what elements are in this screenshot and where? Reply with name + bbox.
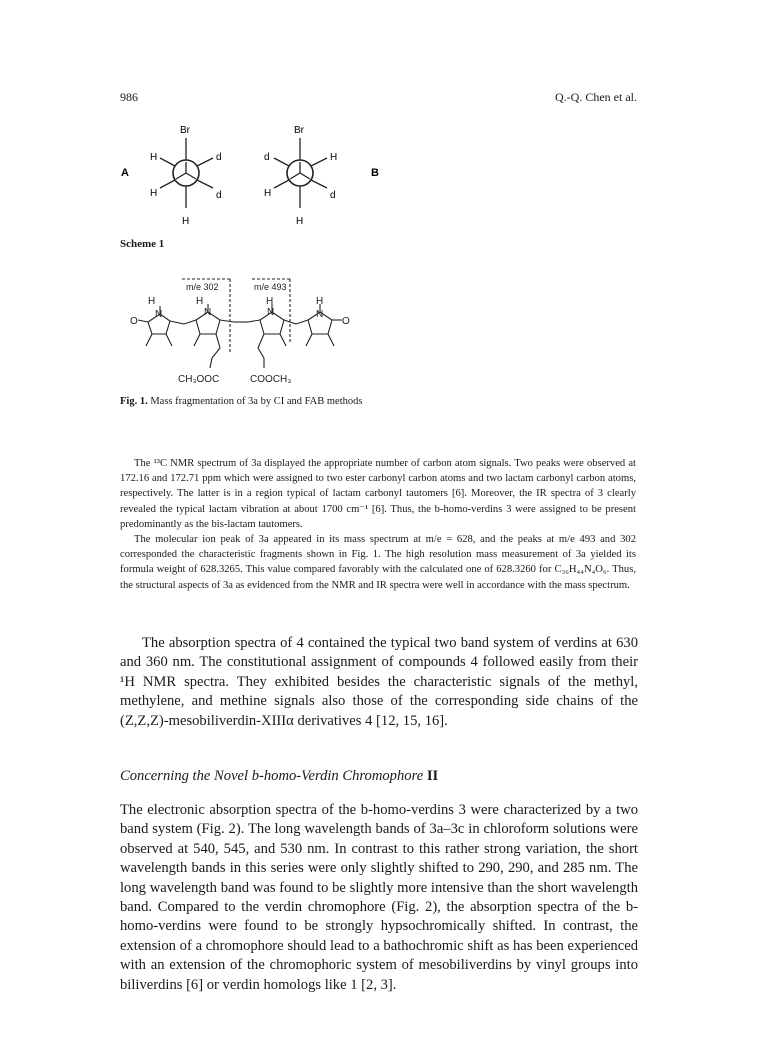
- newman-a-top: Br: [180, 125, 190, 136]
- figure-caption-text: Mass fragmentation of 3a by CI and FAB methods: [150, 396, 363, 407]
- figure-caption: [120, 396, 362, 407]
- newman-a-tag: A: [121, 167, 129, 179]
- atom-n-2: N: [204, 307, 212, 318]
- atom-h-4: H: [316, 296, 324, 307]
- small-paragraph-mass-spectrum: The molecular ion peak of 3a appeared in its mass spectrum at m/e = 628, and the peaks at m/e 493 and 302 corresponded the characteristic fragments shown in Fig. 1. The high resolution mass measurement of 3a yielded its formula weight of 628.3265. This value compared favorably with the calculated one of 628.3260 for C₃₆H₄₄N₄O₆. Thus, the structural aspects of 3a as evidenced from the NMR and IR spectra were well in accordance with the mass spectrum.: [120, 534, 636, 591]
- newman-b-lower-left: H: [264, 188, 272, 199]
- newman-b-upper-right: H: [330, 152, 338, 163]
- newman-a-lower-right: d: [216, 190, 222, 201]
- section-heading-number: II: [426, 768, 439, 784]
- page-number: 986: [120, 90, 138, 104]
- atom-h-1: H: [148, 296, 156, 307]
- fragment-right-label: m/e 493: [254, 282, 287, 292]
- scheme-label: Scheme 1: [120, 238, 165, 250]
- atom-n-3: N: [267, 307, 275, 318]
- newman-a-upper-left: H: [150, 152, 158, 163]
- running-author: Q.-Q. Chen et al.: [555, 90, 637, 104]
- newman-projection-a: [121, 125, 222, 227]
- atom-h-3: H: [266, 296, 274, 307]
- ester-left-label: CH₃OOC: [178, 374, 220, 385]
- section-heading-text: Concerning the Novel b-homo-Verdin Chromophore: [120, 768, 424, 784]
- fragment-left-label: m/e 302: [186, 282, 219, 292]
- figure-caption-label: Fig. 1.: [120, 396, 148, 407]
- newman-projection-b: [264, 125, 379, 227]
- atom-o-4: O: [342, 316, 350, 327]
- newman-a-upper-right: d: [216, 152, 222, 163]
- atom-h-2: H: [196, 296, 204, 307]
- ester-right-label: COOCH₃: [250, 374, 292, 385]
- body-paragraph-absorption: The absorption spectra of 4 contained the typical two band system of verdins at 630 and 360 nm. The constitutional assignment of compounds 4 followed easily from their ¹H NMR spectra. They exhibited besides the characteristic signals of the methyl, methylene, and methine signals also those of the corresponding side chains of the (Z,Z,Z)-mesobiliverdin-XIIIα derivatives 4 [12, 15, 16].: [120, 635, 638, 729]
- section-heading: [120, 768, 438, 785]
- small-paragraph-nmr-ir: The ¹³C NMR spectrum of 3a displayed the appropriate number of carbon atom signals. Two peaks were observed at 172.16 and 172.71 ppm which were assigned to two ester carbonyl carbon atoms and two lactam carbonyl carbon atoms, respectively. The latter is in a region typical of lactam carbonyl tautomers [6]. Moreover, the IR spectra of 3 clearly revealed the typical lactam vibration at about 1700 cm⁻¹ [6]. Thus, the b-homo-verdins 3 were assigned to be present predominantly as the bis-lactam tautomers.: [120, 458, 636, 530]
- newman-b-top: Br: [294, 125, 304, 136]
- atom-n-1: N: [155, 309, 163, 320]
- newman-b-lower-right: d: [330, 190, 336, 201]
- newman-b-upper-left: d: [264, 152, 270, 163]
- newman-b-bottom: H: [296, 216, 304, 227]
- small-text-block: [120, 456, 636, 593]
- newman-a-bottom: H: [182, 216, 190, 227]
- body-paragraph-b-homo-verdin: The electronic absorption spectra of the b-homo-verdins 3 were characterized by a two band system (Fig. 2). The long wavelength bands of 3a–3c in chloroform solutions were observed at 540, 545, and 530 nm. In contrast to this rather strong variation, the short wavelength bands in this series were only slightly shifted to 290, 290, and 285 nm. The long wavelength band was found to be slightly more intensive than the short wavelength band. Compared to the verdin chromophore (Fig. 2), the absorption spectra of the b-homo-verdins were found to be strongly hypsochromically shifted. In contrast, the extension of a chromophore should lead to a bathochromic shift as has been experienced with an extension of the chromophoric system of mesobiliverdins by vinyl groups into biliverdins [6] or verdin homologs like 1 [2, 3].: [120, 802, 638, 993]
- atom-n-4: N: [316, 309, 324, 320]
- newman-b-tag: B: [371, 167, 379, 179]
- fragmentation-structure: [130, 272, 370, 390]
- atom-o-1: O: [130, 316, 138, 327]
- newman-projections: [110, 118, 410, 230]
- newman-a-lower-left: H: [150, 188, 158, 199]
